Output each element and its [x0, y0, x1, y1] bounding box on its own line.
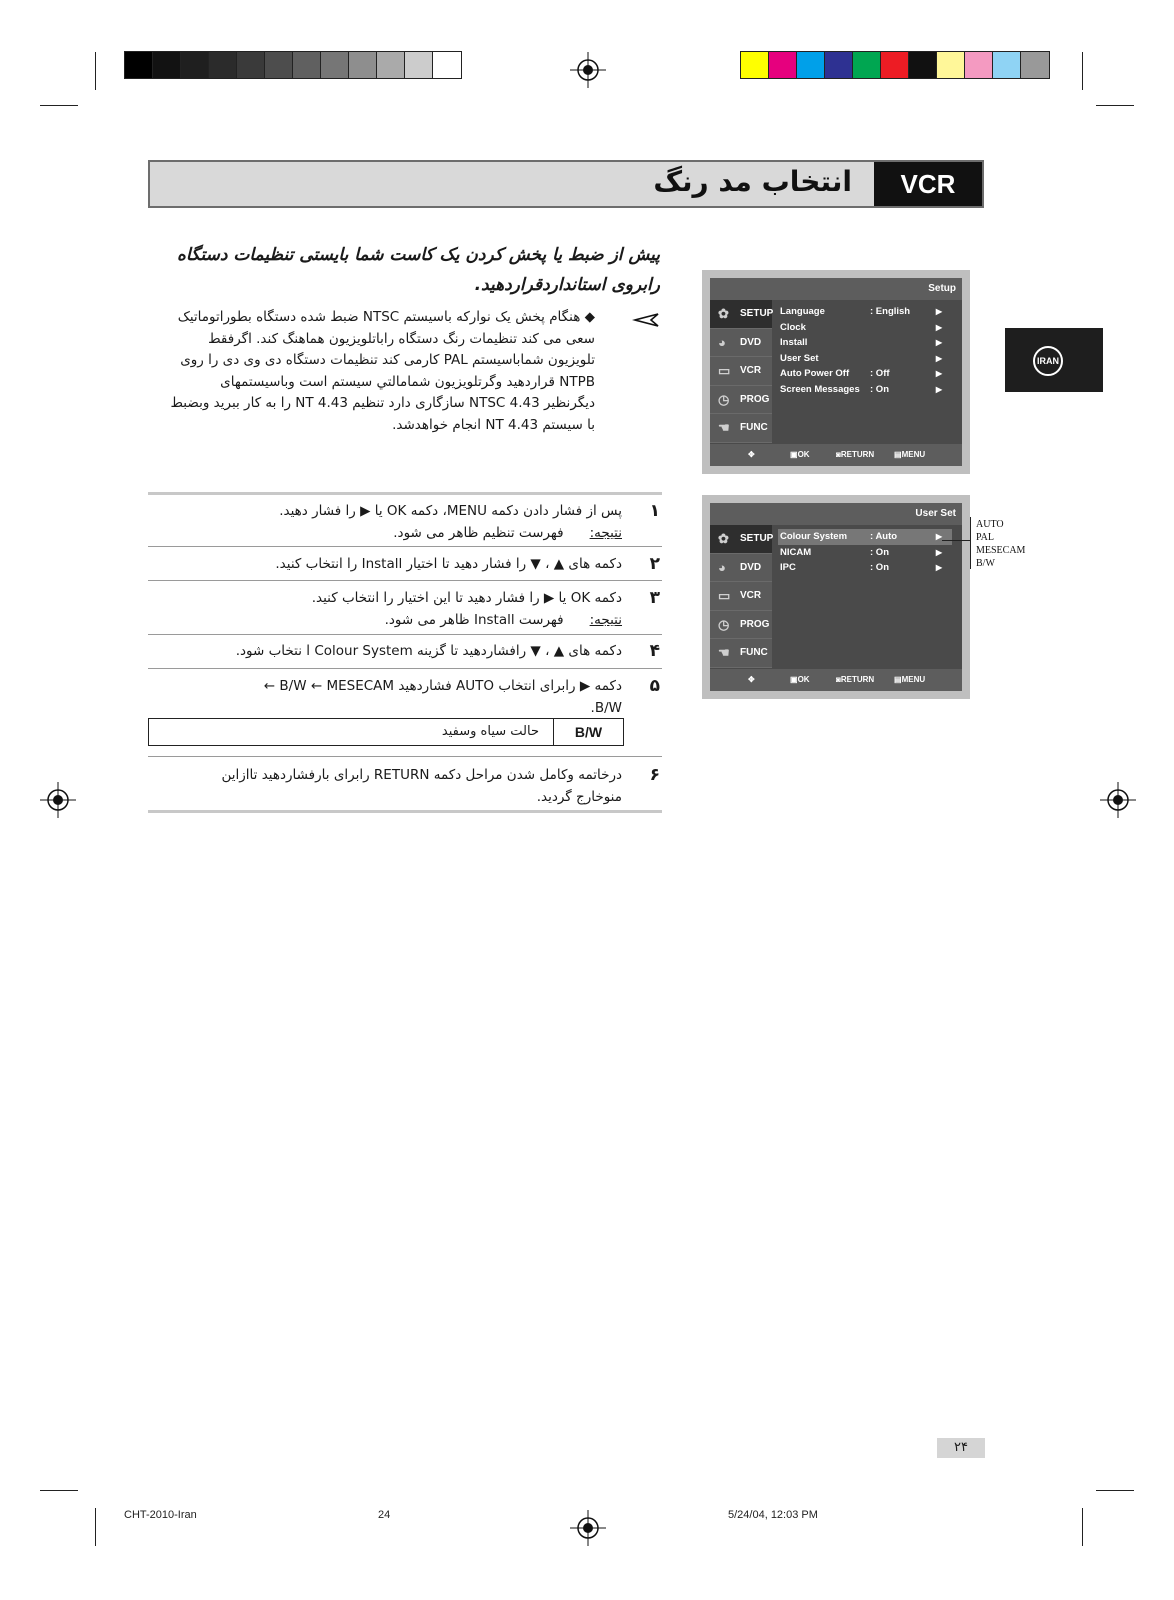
hand-icon: ☚ [718, 645, 730, 660]
step-text-cont: B/W. [590, 700, 622, 716]
colour-option: MESECAM [976, 545, 1026, 556]
color-swatch [965, 52, 993, 78]
crop-mark [1096, 105, 1134, 106]
step-3 [150, 587, 660, 631]
divider [148, 756, 662, 757]
osd-header: Setup [710, 278, 962, 300]
osd-setup-screen [702, 270, 970, 474]
color-swatch [209, 52, 237, 78]
colour-option: B/W [976, 558, 995, 569]
color-swatch [993, 52, 1021, 78]
clock-icon: ◷ [718, 391, 730, 407]
color-swatch [1021, 52, 1049, 78]
result-text: فهرست Install ظاهر می شود. [384, 612, 564, 628]
color-swatch [881, 52, 909, 78]
navigate-icon: ✥ [748, 675, 755, 684]
color-swatch [433, 52, 461, 78]
step-result [150, 522, 622, 544]
crop-mark [40, 105, 78, 106]
crop-mark [1082, 52, 1083, 90]
step-number: ۴ [649, 641, 660, 661]
color-swatch [377, 52, 405, 78]
crop-mark [40, 1490, 78, 1491]
vcr-icon: ▭ [718, 588, 731, 603]
color-swatch [265, 52, 293, 78]
osd-sidebar-vcr[interactable]: ▭ VCR [710, 582, 772, 611]
disc-icon: ◕ [718, 334, 726, 350]
step-2 [150, 553, 660, 577]
registration-mark-icon [570, 1510, 606, 1546]
osd-user-set-screen [702, 495, 970, 699]
arrow-right-icon: ▶ [935, 563, 942, 572]
osd-ok-hint: ▣ OK [790, 450, 810, 459]
crop-mark [95, 1508, 96, 1546]
step-text: دکمه های ▲ ، ▼ را فشار دهید تا اختیار Install را انتخاب کنید. [275, 556, 622, 572]
footer-datetime: 5/24/04, 12:03 PM [728, 1509, 818, 1521]
osd-row-nicam[interactable]: NICAM : On ▶ [778, 545, 952, 561]
osd-row-screen-messages[interactable]: Screen Messages : On ▶ [778, 382, 952, 398]
crop-mark [1082, 1508, 1083, 1546]
color-swatch [853, 52, 881, 78]
osd-row-language[interactable]: Language : English ▶ [778, 304, 952, 320]
arrow-right-icon: ▶ [935, 338, 942, 347]
step-text: دکمه ▶ رابرای انتخاب AUTO فشاردهید B/W ← MESECAM ← [263, 678, 622, 694]
step-result [150, 609, 622, 631]
osd-sidebar-prog[interactable]: ◷ PROG [710, 611, 772, 640]
color-swatch [153, 52, 181, 78]
divider [148, 492, 662, 495]
arrow-right-icon: ▶ [935, 369, 942, 378]
section-label: VCR [874, 162, 982, 206]
osd-sidebar-dvd[interactable]: ◕ DVD [710, 554, 772, 583]
osd-menu-hint: ▤ MENU [894, 675, 926, 684]
osd-menu-list [778, 304, 952, 397]
divider [148, 634, 662, 635]
osd-sidebar-dvd[interactable]: ◕ DVD [710, 329, 772, 358]
color-swatch [321, 52, 349, 78]
step-number: ١ [649, 501, 660, 521]
arrow-right-icon: ▶ [935, 307, 942, 316]
result-text: فهرست تنظیم ظاهر می شود. [393, 525, 564, 541]
result-label: نتیجه: [589, 612, 622, 628]
colour-option: AUTO [976, 519, 1004, 530]
bw-label: B/W [553, 719, 623, 745]
section-heading: پیش از ضبط یا پخش کردن یک کاست شما بایستی تنظیمات دستگاه رابروی استانداردقراردهید. [177, 245, 660, 295]
footer-page: 24 [378, 1509, 391, 1521]
osd-sidebar [710, 300, 772, 444]
note-body: هنگام پخش یک نوارکه باسیستم NTSC ضبط شده دستگاه بطوراتوماتیک سعی می کند تنظیمات رنگ دستگاه راباتلویزیون هماهنگ کند. اگرفقط تلویزیون شماباسیستم PAL کارمی کند تنظیمات دستگاه دی وی دی را روی NTPB قراردهید وگرتلویزیون شمامالتي سیستم است وباسیستمهای دیگرنظیر NTSC 4.43 سازگاری دارد تنظیم NT 4.43 را به کار ببرید وبضبط با سیستم NT 4.43 انجام خواهدشد. [170, 309, 595, 433]
callout-line [942, 540, 970, 541]
step-number: ٢ [649, 554, 660, 574]
color-swatch [181, 52, 209, 78]
arrow-right-icon: ▶ [935, 353, 942, 363]
color-swatch [237, 52, 265, 78]
title-bar [148, 160, 984, 208]
grayscale-bar [124, 51, 462, 79]
step-number: ۵ [649, 676, 660, 696]
color-bar [740, 51, 1050, 79]
color-swatch [741, 52, 769, 78]
osd-row-install[interactable]: Install ▶ [778, 335, 952, 351]
color-swatch [769, 52, 797, 78]
osd-return-hint: ◙ RETURN [836, 675, 875, 684]
gear-icon: ✿ [718, 531, 729, 546]
osd-row-ipc[interactable]: IPC : On ▶ [778, 560, 952, 576]
color-swatch [405, 52, 433, 78]
osd-menu-hint: ▤ MENU [894, 450, 926, 459]
arrow-right-icon: ▶ [935, 532, 942, 541]
osd-footer [710, 444, 962, 466]
step-5 [150, 675, 660, 719]
hand-icon: ☚ [718, 420, 730, 435]
osd-sidebar-func[interactable]: ☚ FUNC [710, 414, 772, 443]
note-text: ◆ هنگام پخش یک نوارکه باسیستم NTSC ضبط شده دستگاه بطوراتوماتیک سعی می کند تنظیمات رنگ دستگاه راباتلویزیون هماهنگ کند. اگرفقط تلویزیون شماباسیستم PAL کارمی کند تنظیمات دستگاه دی وی دی را روی NTPB قراردهید وگرتلویزیون شمامالتي سیستم است وباسیستمهای دیگرنظیر NTSC 4.43 سازگاری دارد تنظیم NT 4.43 را به کار ببرید وبضبط با سیستم NT 4.43 انجام خواهدشد. [170, 309, 595, 433]
result-label: نتیجه: [589, 525, 622, 541]
navigate-icon: ✥ [748, 450, 755, 459]
osd-ok-hint: ▣ OK [790, 675, 810, 684]
page-title: انتخاب مد رنگ [653, 165, 852, 198]
osd-row-user-set[interactable]: User Set ▶ [778, 351, 952, 367]
crop-mark [95, 52, 96, 90]
step-number: ٣ [649, 588, 660, 608]
osd-header: User Set [710, 503, 962, 525]
step-6 [150, 764, 660, 808]
color-swatch [909, 52, 937, 78]
disc-icon: ◕ [718, 559, 726, 575]
bw-table [148, 718, 624, 746]
step-4 [150, 640, 660, 664]
registration-mark-icon [1100, 782, 1136, 818]
region-tab [1005, 328, 1103, 392]
osd-sidebar-prog[interactable]: ◷ PROG [710, 386, 772, 415]
gear-icon: ✿ [718, 306, 729, 321]
registration-mark-icon [40, 782, 76, 818]
osd-return-hint: ◙ RETURN [836, 450, 875, 459]
divider [148, 546, 662, 547]
color-swatch [825, 52, 853, 78]
osd-footer [710, 669, 962, 691]
step-text: پس از فشار دادن دکمه MENU، دکمه OK یا ▶ را فشار دهید. [279, 503, 622, 519]
osd-row-clock[interactable]: Clock ▶ [778, 320, 952, 336]
arrow-right-icon: ▶ [935, 384, 942, 394]
divider [148, 668, 662, 669]
osd-sidebar-vcr[interactable]: ▭ VCR [710, 357, 772, 386]
osd-sidebar-func[interactable]: ☚ FUNC [710, 639, 772, 668]
osd-row-auto-power-off[interactable]: Auto Power Off : Off ▶ [778, 366, 952, 382]
step-text-cont: منوخارج گردید. [536, 789, 622, 805]
footer-file: CHT-2010-Iran [124, 1509, 197, 1521]
step-text: درخاتمه وکامل شدن مراحل دکمه RETURN رابرای بارفشاردهید تاازاین [221, 767, 622, 783]
osd-menu-list [778, 529, 952, 576]
color-swatch [797, 52, 825, 78]
step-number: ۶ [649, 765, 660, 785]
colour-option: PAL [976, 532, 994, 543]
color-swatch [125, 52, 153, 78]
clock-icon: ◷ [718, 616, 730, 632]
osd-sidebar-setup[interactable]: ✿ SETUP [710, 525, 772, 554]
arrow-right-icon: ▶ [935, 547, 942, 557]
divider [148, 810, 662, 813]
divider [148, 580, 662, 581]
step-text: دکمه های ▲ ، ▼ رافشاردهید تا گزینه Colour System ا نتخاب شود. [235, 643, 622, 659]
region-badge: IRAN [1033, 346, 1063, 376]
callout-bracket [970, 517, 971, 569]
crop-mark [1096, 1490, 1134, 1491]
color-swatch [293, 52, 321, 78]
note-arrow-icon [632, 312, 660, 328]
osd-sidebar-setup[interactable]: ✿ SETUP [710, 300, 772, 329]
page-number: ٢۴ [937, 1438, 985, 1458]
registration-mark-icon [570, 52, 606, 88]
step-1 [150, 500, 660, 544]
colour-options-list [976, 518, 1025, 570]
osd-sidebar [710, 525, 772, 669]
osd-row-colour-system[interactable]: Colour System : Auto ▶ [778, 529, 952, 545]
arrow-right-icon: ▶ [935, 322, 942, 332]
bw-description: حالت سیاه وسفید [441, 724, 539, 739]
vcr-icon: ▭ [718, 363, 731, 378]
color-swatch [937, 52, 965, 78]
color-swatch [349, 52, 377, 78]
step-text: دکمه OK یا ▶ را فشار دهید تا این اختیار را انتخاب کنید. [311, 590, 622, 606]
